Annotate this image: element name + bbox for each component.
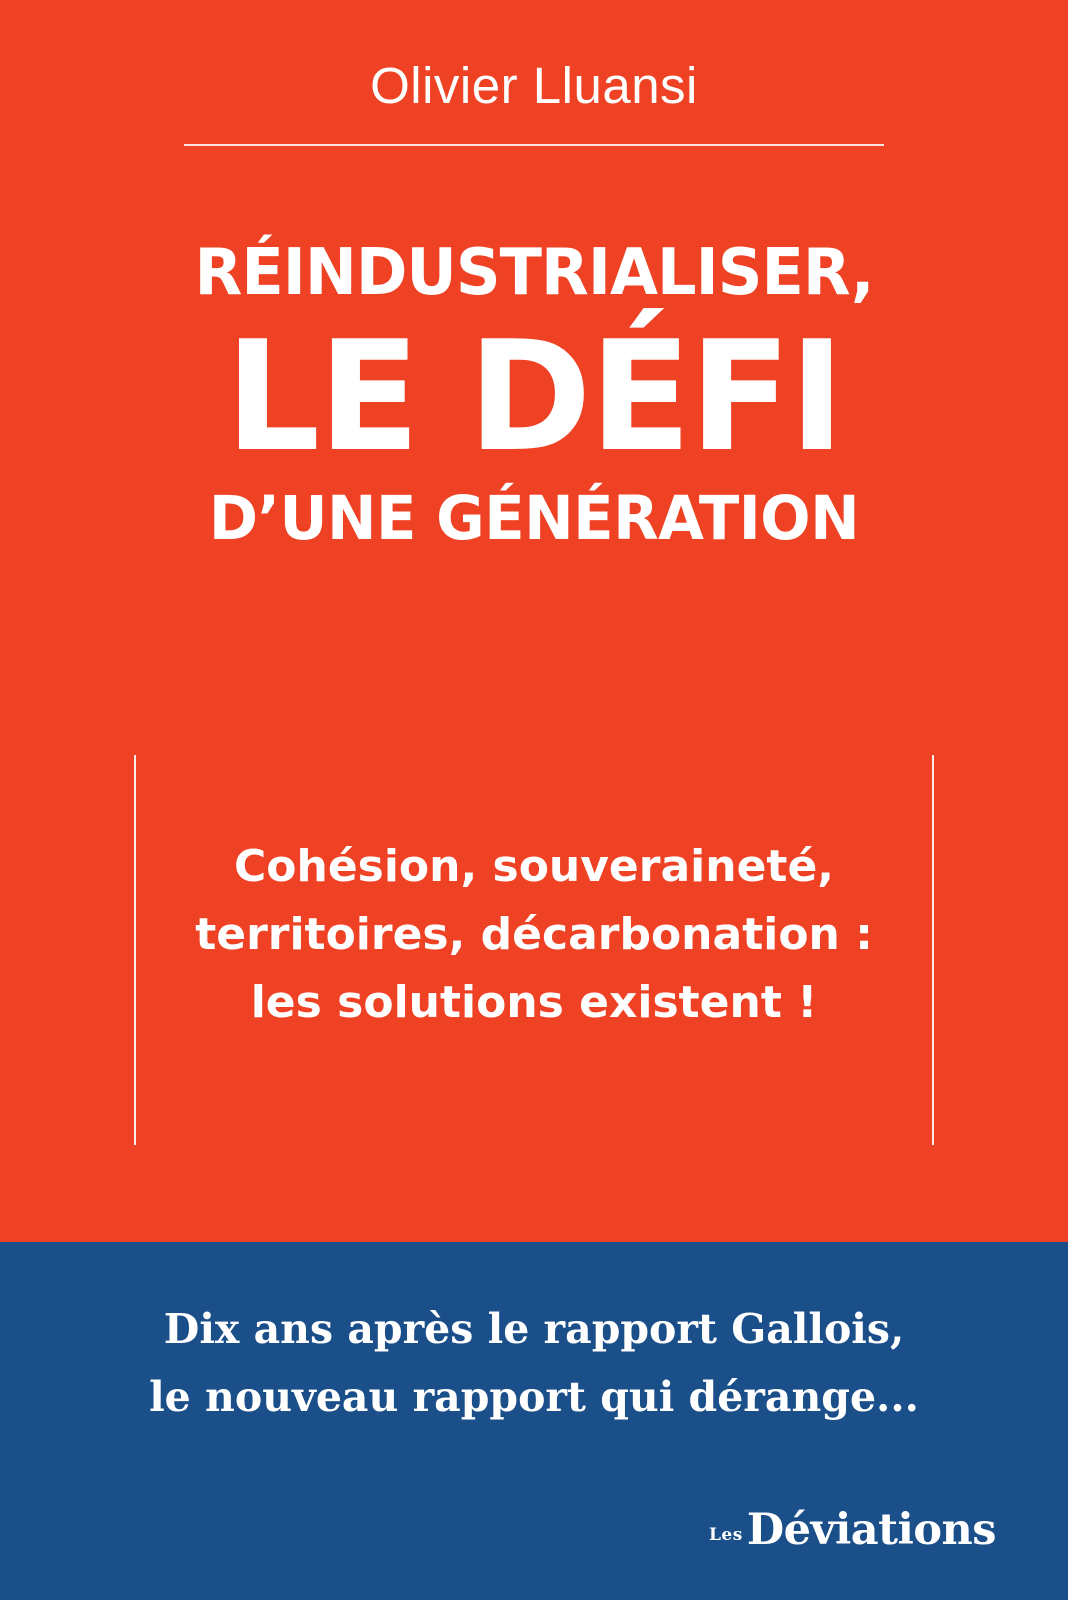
subtitle-rule-right [932, 755, 934, 1145]
title-line-3: D’UNE GÉNÉRATION [208, 483, 860, 555]
subtitle-block [134, 755, 934, 1145]
band-text [0, 1296, 1068, 1431]
subtitle-line-3: les solutions existent ! [250, 977, 818, 1029]
publisher-prefix: Les [708, 1525, 743, 1545]
subtitle-line-2: territoires, décarbonation : [195, 909, 873, 961]
author-block [0, 58, 1068, 146]
band-line-2: le nouveau rapport qui dérange... [149, 1372, 919, 1421]
publisher-name: Déviations [746, 1505, 996, 1555]
title-line-1: RÉINDUSTRIALISER, [194, 236, 874, 310]
bottom-band [0, 1242, 1068, 1600]
band-line-1: Dix ans après le rapport Gallois, [163, 1305, 905, 1353]
subtitle-text [174, 833, 894, 1038]
subtitle-line-1: Cohésion, souveraineté, [233, 841, 835, 892]
subtitle-rule-left [134, 755, 136, 1145]
publisher-logo [708, 1505, 996, 1555]
author-name: Olivier Lluansi [370, 57, 698, 114]
author-divider [184, 144, 884, 146]
title-block [0, 236, 1068, 555]
title-line-2: LE DÉFI [225, 308, 843, 486]
